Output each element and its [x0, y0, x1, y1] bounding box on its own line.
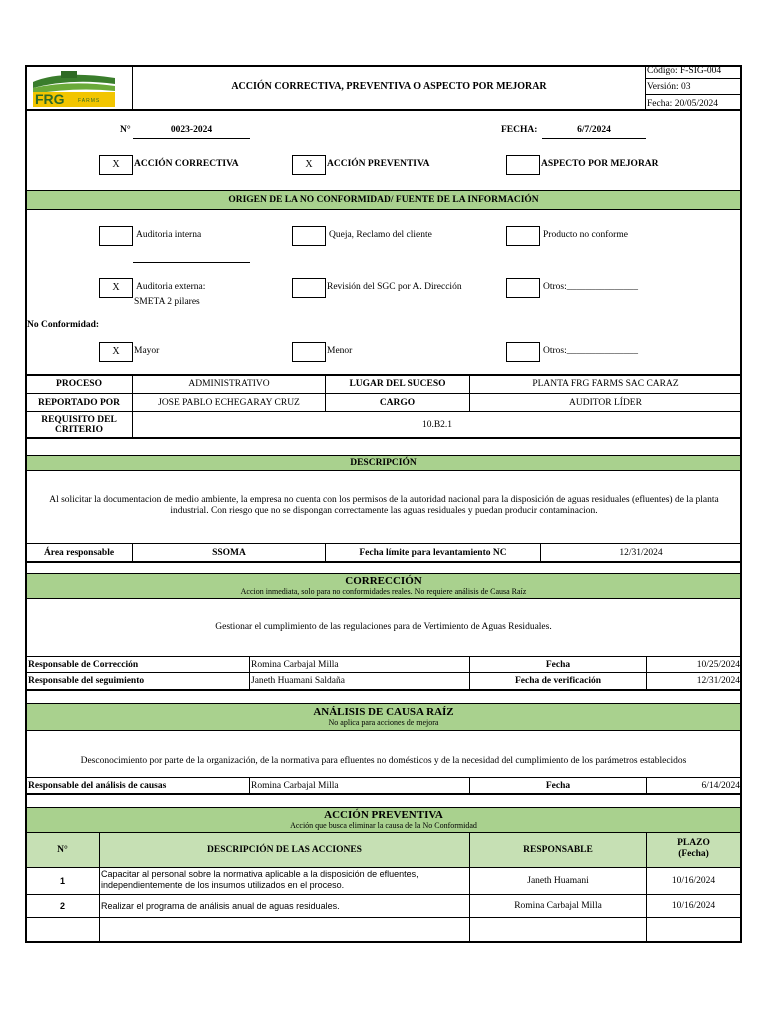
origin-section-header [27, 190, 740, 210]
origin-section-title: ORIGEN DE LA NO CONFORMIDAD/ FUENTE DE LA INFORMACIÓN [228, 195, 539, 205]
origin-other-label: Otros:_______________ [543, 282, 638, 292]
deadline-label: Fecha límite para levantamiento NC [359, 547, 507, 558]
company-logo [31, 68, 117, 108]
minor-label: Menor [327, 346, 353, 356]
date-value: 6/7/2024 [577, 125, 611, 135]
action-row-2-number: 2 [59, 901, 65, 911]
responsible-area-value: SSOMA [212, 547, 246, 558]
preventive-section-title: ACCIÓN PREVENTIVA [324, 809, 443, 821]
root-cause-text: Desconocimiento por parte de la organización, de la normativa para efluentes no domésticos y de la necesidad del cumplimiento de los parámetros establecidos [80, 756, 687, 766]
date-label: FECHA: [501, 125, 538, 135]
correction-date-label: Fecha [545, 659, 571, 670]
verification-date-label: Fecha de verificación [514, 676, 601, 686]
complaint-label: Queja, Reclamo del cliente [329, 230, 432, 240]
correction-section-subtitle: Accion inmediata, solo para no conformidades reales. No requiere análisis de Causa Raíz [240, 587, 527, 596]
action-row-1-responsible: Janeth Huamani [527, 876, 589, 886]
description-section-title: DESCRIPCIÓN [350, 458, 417, 468]
location-value: PLANTA FRG FARMS SAC CARAZ [532, 379, 679, 389]
action-row-1-number: 1 [59, 876, 65, 886]
actions-col-number: N° [57, 845, 68, 855]
deadline-value: 12/31/2024 [619, 547, 663, 558]
sgc-review-checkbox[interactable] [292, 278, 326, 298]
responsible-area-label: Área responsable [43, 547, 115, 558]
action-row-1-description-line2: independientemente de los insumos utilizados en el proceso. [101, 880, 345, 890]
nonconforming-product-checkbox[interactable] [506, 226, 540, 246]
minor-checkbox[interactable] [292, 342, 326, 362]
internal-audit-label: Auditoria interna [136, 230, 202, 240]
corrective-action-label: ACCIÓN CORRECTIVA [134, 159, 239, 169]
logo-text: FRG [35, 91, 65, 107]
position-value: AUDITOR LÍDER [569, 397, 642, 408]
correction-section-title: CORRECCIÓN [345, 575, 422, 587]
process-label: PROCESO [56, 379, 102, 389]
doc-version: Versión: 03 [647, 82, 691, 92]
major-label: Mayor [134, 346, 160, 356]
nonconformity-label: No Conformidad: [27, 320, 100, 330]
correction-text: Gestionar el cumplimiento de las regulaciones para de Vertimiento de Aguas Residuales. [215, 622, 552, 632]
external-audit-checkbox[interactable]: X [99, 278, 133, 298]
actions-col-responsible: RESPONSABLE [523, 845, 593, 855]
position-label: CARGO [379, 397, 416, 408]
logo-subtext: FARMS [78, 98, 101, 104]
major-checkbox[interactable]: X [99, 342, 133, 362]
nc-other-checkbox[interactable] [506, 342, 540, 362]
cause-analysis-date-value: 6/14/2024 [701, 780, 740, 791]
nc-other-label: Otros:_______________ [543, 346, 638, 356]
action-row-1-description-line1: Capacitar al personal sobre la normativa aplicable a la disposición de efluentes, [101, 869, 419, 879]
preventive-action-label: ACCIÓN PREVENTIVA [327, 159, 430, 169]
followup-responsible-label: Responsable del seguimiento [28, 676, 145, 686]
cause-analysis-responsible-label: Responsable del análisis de causas [28, 780, 167, 791]
external-audit-label: Auditoria externa: [136, 282, 206, 292]
correction-responsible-value: Romina Carbajal Milla [251, 659, 339, 670]
internal-audit-checkbox[interactable] [99, 226, 133, 246]
actions-col-description: DESCRIPCIÓN DE LAS ACCIONES [207, 845, 362, 855]
complaint-checkbox[interactable] [292, 226, 326, 246]
root-cause-section-subtitle: No aplica para acciones de mejora [328, 718, 439, 727]
correction-section-header [27, 573, 740, 599]
origin-other-checkbox[interactable] [506, 278, 540, 298]
action-row-1-description [101, 869, 468, 891]
process-value: ADMINISTRATIVO [188, 379, 270, 389]
correction-responsible-label: Responsable de Corrección [28, 659, 139, 670]
action-row-2-responsible: Romina Carbajal Milla [514, 901, 602, 911]
preventive-section-subtitle: Acción que busca eliminar la causa de la No Conformidad [290, 821, 477, 830]
number-value: 0023-2024 [170, 125, 213, 135]
improvement-label: ASPECTO POR MEJORAR [541, 159, 659, 169]
followup-responsible-value: Janeth Huamani Saldaña [251, 676, 345, 686]
form-title: ACCIÓN CORRECTIVA, PREVENTIVA O ASPECTO POR MEJORAR [231, 81, 547, 92]
description-text: Al solicitar la documentacion de medio ambiente, la empresa no cuenta con los permisos de la autoridad nacional para la disposición de aguas residuales (efluentes) de la planta industrial. Con riesgo que no se dispongan correctamente las aguas residuales y puedan producir contaminacion. [49, 495, 719, 516]
actions-col-deadline-line1: PLAZO [677, 838, 710, 848]
actions-col-deadline [647, 838, 740, 860]
requirement-value: 10.B2.1 [421, 419, 453, 430]
sgc-review-label: Revisión del SGC por A. Dirección [327, 282, 462, 292]
correction-date-value: 10/25/2024 [696, 659, 740, 670]
location-label: LUGAR DEL SUCESO [349, 379, 446, 389]
improvement-checkbox[interactable] [506, 155, 540, 175]
nonconforming-product-label: Producto no conforme [543, 230, 628, 240]
preventive-action-checkbox[interactable]: X [292, 155, 326, 175]
actions-col-deadline-line2: (Fecha) [678, 849, 709, 859]
verification-date-value: 12/31/2024 [696, 676, 740, 686]
doc-code: Código: F-SIG-004 [647, 66, 722, 76]
root-cause-section-title: ANÁLISIS DE CAUSA RAÍZ [313, 706, 454, 718]
number-label: N° [120, 125, 131, 135]
reported-by-label: REPORTADO POR [37, 397, 121, 408]
action-row-2-description: Realizar el programa de análisis anual de aguas residuales. [101, 901, 340, 911]
action-row-2-deadline: 10/16/2024 [671, 901, 716, 911]
root-cause-section-header [27, 703, 740, 731]
preventive-section-header [27, 807, 740, 833]
cause-analysis-date-label: Fecha [545, 780, 571, 791]
requirement-label: REQUISITO DEL CRITERIO [41, 414, 117, 435]
external-audit-detail: SMETA 2 pilares [134, 297, 200, 307]
reported-by-value: JOSE PABLO ECHEGARAY CRUZ [158, 397, 300, 408]
doc-date: Fecha: 20/05/2024 [647, 99, 718, 109]
description-section-header [27, 455, 740, 471]
action-row-1-deadline: 10/16/2024 [671, 876, 716, 886]
corrective-action-checkbox[interactable]: X [99, 155, 133, 175]
cause-analysis-responsible-value: Romina Carbajal Milla [251, 780, 339, 791]
